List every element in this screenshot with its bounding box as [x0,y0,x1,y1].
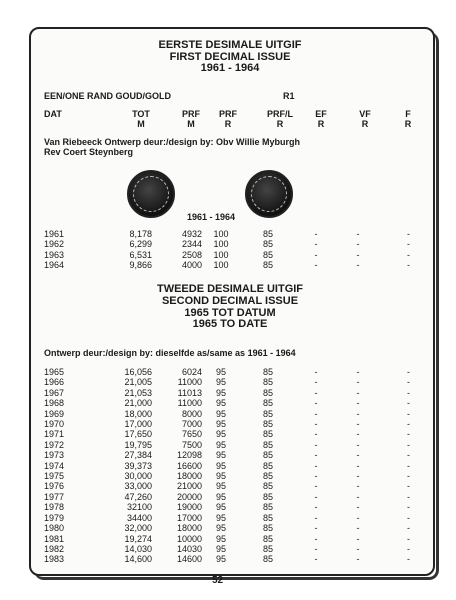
table-cell: 95 [215,502,226,513]
table-cell: 1966 [44,377,65,388]
table-cell: - [407,512,410,523]
table-cell: - [407,439,410,450]
table-cell: 85 [262,450,273,461]
table-row [44,544,410,554]
table-cell: - [356,398,360,409]
table-cell: 85 [262,512,273,523]
table-cell: - [356,460,360,471]
table-cell: 85 [262,429,273,440]
table-cell: - [314,481,318,492]
table-cell: 12098 [176,450,202,461]
table-cell: - [314,543,318,554]
table-cell: 1977 [44,491,65,502]
table-cell: - [356,419,360,430]
table-cell: 95 [215,439,226,450]
table-cell: - [407,249,410,260]
table-cell: 95 [215,398,226,409]
table-cell: - [407,481,410,492]
table-cell: 7000 [181,419,202,430]
table-cell: 1965 [44,367,65,377]
table-row [44,461,410,471]
table-row [44,429,410,439]
issue2-design-credit: Ontwerp deur:/design by: dieselfde as/same as 1961 - 1964 [44,348,296,358]
table-cell: 21000 [176,481,202,492]
table-cell: 10000 [176,533,202,544]
header-prf-m [176,109,206,129]
table-cell: 1964 [44,260,65,271]
table-cell: 85 [262,260,273,271]
issue2-title [29,284,431,331]
header-bottom: R [361,119,369,129]
table-cell: 1976 [44,481,65,492]
table-cell: - [356,523,360,534]
table-cell: - [356,471,360,482]
table-cell: - [407,408,410,419]
header-bottom: R [404,119,412,129]
table-cell: 85 [262,439,273,450]
table-cell: 95 [215,512,226,523]
header-tot [126,109,156,129]
table-cell: - [356,450,360,461]
table-cell: - [407,543,410,554]
table-cell: - [314,533,318,544]
table-cell: 85 [262,398,273,409]
table-cell: - [356,502,360,513]
table-cell: - [407,260,410,271]
table-cell: - [356,229,360,239]
coin-reverse-image [245,170,293,218]
table-cell: 95 [215,533,226,544]
table-cell: 1961 [44,229,65,239]
table-cell: 16600 [176,460,202,471]
table-cell: 11000 [177,398,202,409]
table-cell: - [314,439,318,450]
issue2-title-line: 1965 TOT DATUM [184,306,276,319]
table-cell: 100 [213,249,229,260]
table-cell: - [356,481,360,492]
table-cell: - [356,377,360,388]
table-cell: 85 [262,229,273,239]
denomination-label: EEN/ONE RAND GOUD/GOLD [44,91,172,101]
header-bottom: R [224,119,232,129]
header-bottom: M [137,119,145,129]
table-cell: 1975 [44,471,65,482]
table-cell: - [314,398,318,409]
table-cell: 1968 [44,398,65,409]
table-cell: - [407,554,410,565]
table-cell: 95 [215,460,226,471]
header-top: DAT [44,109,62,119]
table-cell: 85 [262,543,273,554]
table-row [44,409,410,419]
header-top: PRF [182,109,200,119]
table-cell: 1973 [44,450,65,461]
table-cell: 1978 [44,502,65,513]
table-cell: - [314,471,318,482]
table-cell: - [314,408,318,419]
issue2-title-line: 1965 TO DATE [192,318,268,331]
table-row [44,450,410,460]
table-cell: - [314,249,318,260]
table-cell: - [314,450,318,461]
table-cell: 11013 [177,387,202,398]
table-cell: - [314,429,318,440]
table-cell: 95 [215,471,226,482]
table-cell: 85 [262,502,273,513]
table-cell: 85 [262,419,273,430]
table-cell: 47,260 [124,491,152,502]
table-cell: - [407,523,410,534]
table-row [44,239,410,249]
table-cell: - [314,554,318,565]
table-cell: 95 [215,491,226,502]
table-cell: - [356,554,360,565]
coin-rim [251,176,287,212]
table-row [44,250,410,260]
table-row [44,388,410,398]
table-cell: 85 [262,408,273,419]
table-cell: 14030 [176,543,202,554]
table-cell: 6,299 [129,239,152,250]
table-cell: - [407,229,410,239]
table-cell: - [356,533,360,544]
issue1-title-line: 1961 - 1964 [200,62,260,74]
table-cell: 14,600 [124,554,152,565]
table-cell: - [407,491,410,502]
issue1-title-line: FIRST DECIMAL ISSUE [169,50,291,63]
table-row [44,481,410,491]
table-cell: - [407,377,410,388]
table-cell: - [407,450,410,461]
table-cell: - [356,543,360,554]
table-cell: - [314,377,318,388]
table-cell: 9,866 [129,260,152,271]
coin-obverse-image [127,170,175,218]
table-cell: 34400 [126,512,152,523]
table-cell: 1963 [44,249,65,260]
table-cell: - [356,239,360,250]
table-cell: 100 [213,229,229,239]
table-cell: - [314,460,318,471]
table-cell: - [407,419,410,430]
table-cell: 2508 [181,249,202,260]
header-prf-l [262,109,298,129]
issue2-title-line: SECOND DECIMAL ISSUE [161,294,299,307]
denomination-code: R1 [283,91,295,101]
table-cell: 85 [262,239,273,250]
table-cell: 11000 [177,377,202,388]
table-cell: 100 [213,239,229,250]
table-cell: 4932 [181,229,202,239]
table-cell: 7650 [181,429,202,440]
table-row [44,492,410,502]
table-cell: 4000 [181,260,202,271]
table-cell: 1969 [44,408,65,419]
table-cell: 18000 [176,523,202,534]
table-row [44,513,410,523]
table-cell: - [314,229,318,239]
table-row [44,367,410,377]
table-row [44,377,410,387]
table-cell: 6024 [181,367,202,377]
table-cell: 95 [215,367,226,377]
table-cell: - [356,429,360,440]
header-top: EF [315,109,327,119]
table-cell: 1974 [44,460,65,471]
table-cell: 16,056 [124,367,152,377]
table-row [44,502,410,512]
table-cell: 95 [215,523,226,534]
table-cell: - [407,471,410,482]
table-cell: 27,384 [124,450,152,461]
table-cell: - [407,533,410,544]
table-cell: 20000 [176,491,202,502]
table-cell: - [314,491,318,502]
table-cell: 95 [215,554,226,565]
table-row [44,419,410,429]
table-cell: - [314,367,318,377]
table-cell: 7500 [181,439,202,450]
header-ef [311,109,331,129]
table-cell: - [407,387,410,398]
table-cell: - [356,387,360,398]
table-cell: - [314,419,318,430]
header-bottom: R [317,119,325,129]
table-cell: 1971 [44,429,65,440]
issue1-title [29,40,431,75]
table-cell: - [314,239,318,250]
issue2-title-line: TWEEDE DESIMALE UITGIF [156,283,304,295]
table-cell: 17000 [176,512,202,523]
table-cell: 85 [262,460,273,471]
header-vf [355,109,375,129]
table-cell: 95 [215,408,226,419]
design-line: Van Riebeeck Ontwerp deur:/design by: Obv Willie Myburgh [44,137,300,147]
table-cell: 95 [215,387,226,398]
table-cell: 14,030 [124,543,152,554]
table-cell: 21,000 [124,398,152,409]
issue1-design-credit [44,137,300,157]
coin-rim [133,176,169,212]
table-cell: 1972 [44,439,65,450]
table-cell: - [314,512,318,523]
header-top: PRF [219,109,237,119]
issue2-table [44,367,410,565]
table-cell: 85 [262,471,273,482]
table-cell: 39,373 [124,460,152,471]
table-row [44,229,410,239]
table-cell: - [314,387,318,398]
table-row [44,534,410,544]
table-cell: 85 [262,387,273,398]
table-cell: 1980 [44,523,65,534]
table-cell: 85 [262,523,273,534]
table-cell: - [314,260,318,271]
coin-caption: 1961 - 1964 [187,212,236,222]
table-cell: 8000 [181,408,202,419]
table-row [44,260,410,270]
header-f [400,109,416,129]
table-cell: 18000 [176,471,202,482]
table-cell: 21,005 [124,377,152,388]
table-cell: 18,000 [124,408,152,419]
table-cell: 1970 [44,419,65,430]
table-row [44,440,410,450]
table-cell: 100 [213,260,229,271]
table-cell: 33,000 [124,481,152,492]
table-cell: - [356,408,360,419]
table-cell: 32100 [126,502,152,513]
table-cell: 1981 [44,533,65,544]
table-cell: 1979 [44,512,65,523]
table-cell: 85 [262,533,273,544]
table-cell: 85 [262,554,273,565]
table-cell: 95 [215,377,226,388]
header-dat [44,109,62,119]
table-cell: 14600 [176,554,202,565]
table-row [44,398,410,408]
table-cell: 95 [215,543,226,554]
table-cell: 17,000 [124,419,152,430]
table-cell: - [356,367,360,377]
table-cell: - [407,367,410,377]
header-top: VF [359,109,371,119]
issue1-table [44,229,410,271]
table-cell: 95 [215,481,226,492]
table-cell: 19,274 [124,533,152,544]
table-cell: - [356,260,360,271]
table-cell: 30,000 [124,471,152,482]
header-bottom: R [276,119,284,129]
header-prf-r [213,109,243,129]
table-cell: - [314,502,318,513]
table-cell: - [314,523,318,534]
table-cell: 1962 [44,239,65,250]
table-cell: - [407,398,410,409]
table-cell: - [356,512,360,523]
table-row [44,523,410,533]
table-cell: 6,531 [129,249,152,260]
table-cell: 95 [215,419,226,430]
table-cell: - [407,460,410,471]
table-cell: 19000 [176,502,202,513]
table-cell: 85 [262,367,273,377]
table-cell: 1967 [44,387,65,398]
table-row [44,554,410,564]
issue1-title-line: EERSTE DESIMALE UITGIF [158,39,302,51]
table-cell: 21,053 [124,387,152,398]
header-top: TOT [132,109,150,119]
table-cell: 95 [215,429,226,440]
table-cell: 85 [262,491,273,502]
page-number: 52 [212,575,224,586]
table-cell: 17,650 [124,429,152,440]
table-cell: 19,795 [124,439,152,450]
table-cell: 95 [215,450,226,461]
table-cell: - [407,429,410,440]
table-cell: 85 [262,481,273,492]
table-cell: 1982 [44,543,65,554]
header-top: F [405,109,411,119]
table-cell: - [407,239,410,250]
header-bottom: M [187,119,195,129]
table-cell: 85 [262,249,273,260]
design-line: Rev Coert Steynberg [44,147,134,157]
table-cell: 1983 [44,554,65,565]
table-cell: 8,178 [129,229,152,239]
table-row [44,471,410,481]
table-cell: 32,000 [124,523,152,534]
table-cell: 85 [262,377,273,388]
table-cell: - [356,249,360,260]
table-cell: - [356,491,360,502]
header-top: PRF/L [267,109,293,119]
table-cell: - [356,439,360,450]
table-cell: - [407,502,410,513]
table-cell: 2344 [181,239,202,250]
